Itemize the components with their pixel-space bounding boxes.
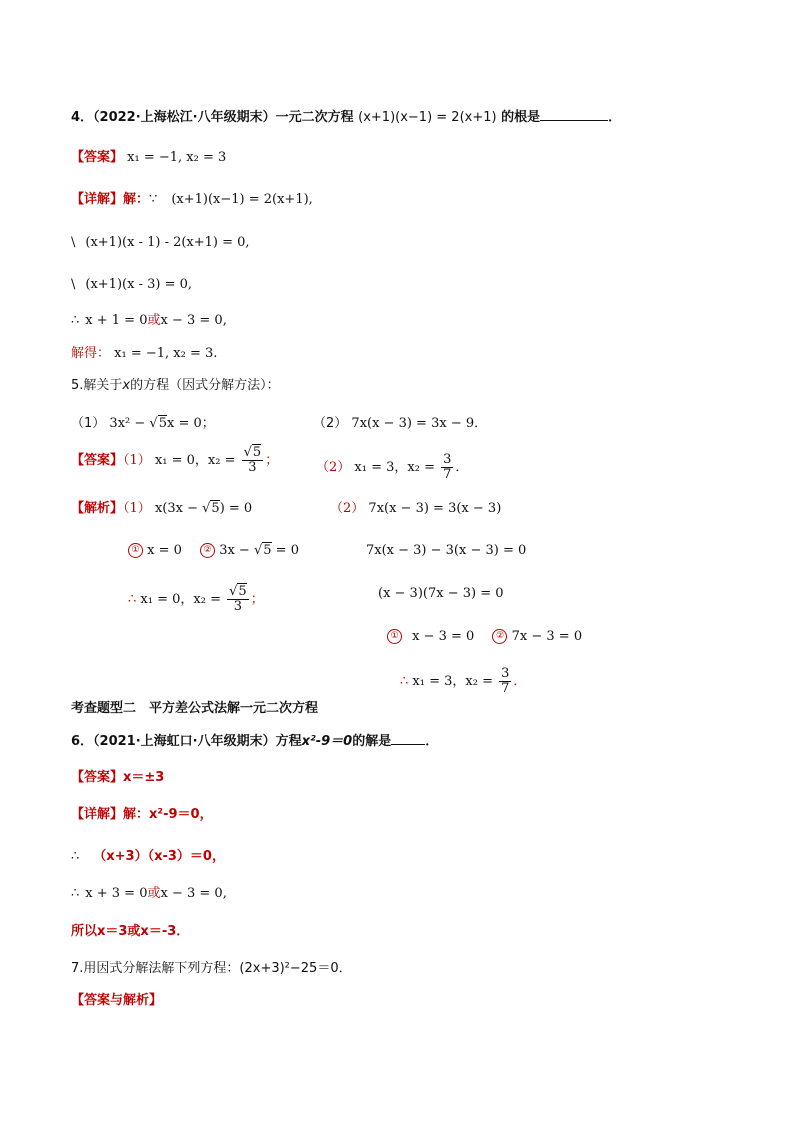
q4-detail: 【详解】解：∵ (x+1)(x−1) = 2(x+1),: [71, 192, 313, 207]
q5-answer2: （2） x₁ = 3，x₂ = $\frac{3}{7}$ ．: [316, 452, 469, 482]
circled-1: ①: [387, 629, 402, 644]
q5-part2: （2） 7x(x − 3) = 3x − 9．: [313, 416, 488, 431]
answer-tag: 【答案】: [71, 770, 124, 785]
q5-a1-cases: ① x = 0 ② 3x − √5 = 0: [128, 542, 299, 560]
q6-step2: ∴ x + 3 = 0或x − 3 = 0,: [71, 886, 227, 901]
q5-part1: （1） 3x² − √5x = 0；: [71, 416, 215, 431]
circled-2: ②: [492, 629, 507, 644]
q5-a2-line1: （2） 7x(x − 3) = 3(x − 3): [330, 501, 502, 516]
fraction: $\frac{√5}{3}$: [229, 584, 247, 614]
q4-step2: \ (x+1)(x - 1) - 2(x+1) = 0,: [71, 235, 250, 250]
q4-step3: \ (x+1)(x - 3) = 0,: [71, 277, 192, 292]
q6-stem: 6．（2021·上海虹口·八年级期末）方程x²-9＝0的解是 ．: [71, 734, 439, 749]
section-title: 考查题型二 平方差公式法解一元二次方程: [71, 701, 319, 716]
analysis-tag: 【解析】: [71, 501, 124, 516]
detail-tag: 【详解】: [71, 807, 124, 822]
fraction: $\frac{√5}{3}$: [243, 445, 262, 475]
q4-stem: 4．（2022·上海松江·八年级期末）一元二次方程 (x+1)(x−1) = 2(x+1) 的根是 ．: [71, 110, 622, 125]
q4-step4: ∴ x + 1 = 0或x − 3 = 0,: [71, 313, 227, 328]
detail-tag: 【详解】: [71, 192, 124, 207]
q6-detail: 【详解】解：x²-9＝0，: [71, 807, 213, 822]
q5-a2-line3: (x − 3)(7x − 3) = 0: [378, 586, 504, 601]
q5-answer: 【答案】（1） x₁ = 0，x₂ = $\frac{√5}{3}$ ；: [71, 445, 279, 475]
fraction: $\frac{3}{7}$: [443, 452, 452, 482]
answer-tag: 【答案】: [71, 453, 124, 468]
q6-step1: ∴ （x+3）（x-3）＝0，: [71, 849, 225, 864]
q4-answer-blank[interactable]: [540, 108, 608, 121]
q4-answer: 【答案】 x₁ = −1, x₂ = 3: [71, 150, 227, 165]
q6-answer: 【答案】x＝±3: [71, 770, 165, 785]
q4-result: 解得： x₁ = −1, x₂ = 3.: [71, 346, 218, 361]
q5-a2-line2: 7x(x − 3) − 3(x − 3) = 0: [366, 543, 527, 558]
circled-1: ①: [128, 543, 143, 558]
q6-answer-blank[interactable]: [391, 732, 425, 745]
q7-answer: [71, 992, 162, 1010]
q5-stem: 5.解关于x的方程（因式分解方法）：: [71, 378, 280, 393]
q6-result: 所以x＝3或x＝-3．: [71, 924, 190, 939]
q4-equation: (x+1)(x−1) = 2(x+1): [358, 110, 497, 125]
fraction: $\frac{3}{7}$: [501, 666, 510, 696]
circled-2: ②: [200, 543, 215, 558]
answer-tag: 【答案】: [71, 150, 124, 165]
q5-a2-result: ∴ x₁ = 3，x₂ = $\frac{3}{7}$ ．: [400, 666, 527, 696]
q7-stem: 7.用因式分解法解下列方程：(2x+3)²−25＝0．: [71, 961, 352, 976]
answer-analysis-tag: 【答案与解析】: [71, 993, 163, 1008]
q5-analysis: 【解析】（1） x(3x − √5) = 0: [71, 501, 253, 516]
q5-a1-result: ∴ x₁ = 0，x₂ = $\frac{√5}{3}$ ；: [128, 584, 264, 614]
q5-a2-cases: ① x − 3 = 0 ② 7x − 3 = 0: [387, 628, 582, 646]
